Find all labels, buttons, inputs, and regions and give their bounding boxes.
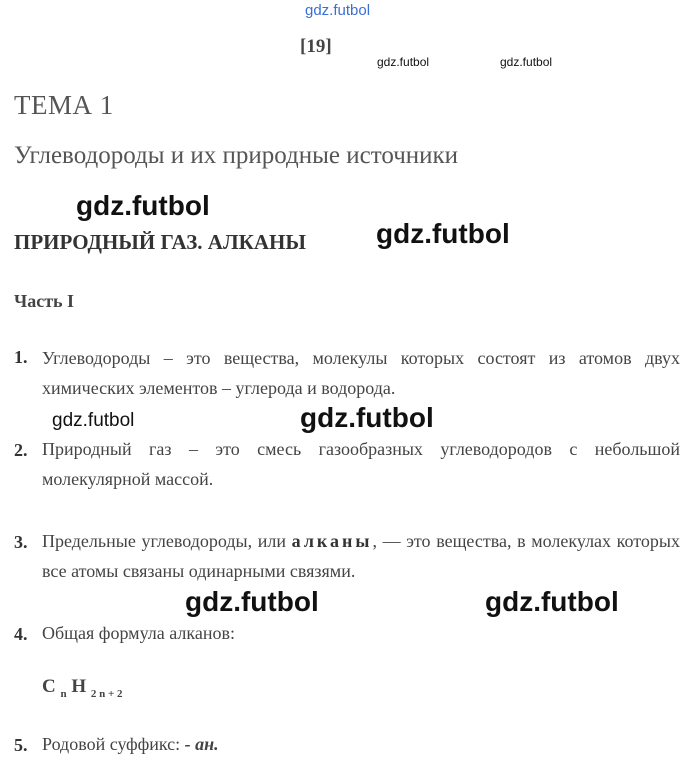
- item-text-before: Родовой суффикс:: [42, 734, 181, 754]
- formula-h-sub: 2 n + 2: [90, 687, 123, 700]
- item-number: 4.: [14, 624, 28, 644]
- theme-heading: ТЕМА 1: [14, 90, 114, 120]
- general-formula: [42, 676, 123, 700]
- item-text: Общая формула алканов:: [42, 623, 235, 643]
- formula-c: C: [42, 676, 56, 697]
- formula-h: H: [71, 676, 87, 697]
- section-title: ПРИРОДНЫЙ ГАЗ. АЛКАНЫ: [14, 230, 306, 254]
- item-text-after: , — это вещества, в молекулах которых все атомы связаны одинарными связями.: [42, 531, 680, 581]
- watermark-big: gdz.futbol: [300, 402, 434, 433]
- watermark-big: gdz.futbol: [76, 190, 210, 221]
- item-text-before: Предельные углеводороды, или: [42, 531, 287, 551]
- watermark-big: gdz.futbol: [485, 586, 619, 617]
- item-text: [42, 526, 680, 586]
- item-text: Углеводороды – это вещества, молекулы которых состоят из атомов двух химических элементов – углерода и водорода.: [42, 348, 680, 398]
- watermark-big: gdz.futbol: [185, 586, 319, 617]
- watermark-small: gdz.futbol: [52, 410, 135, 431]
- item-number: 2.: [14, 440, 28, 460]
- suffix-an: - ан.: [184, 734, 219, 754]
- watermark-big: gdz.futbol: [376, 218, 510, 249]
- item-number: 5.: [14, 735, 28, 755]
- watermark-top: gdz.futbol: [305, 2, 371, 19]
- item-text: [42, 729, 680, 759]
- watermark-small: gdz.futbol: [377, 55, 430, 69]
- watermark-small: gdz.futbol: [500, 55, 553, 69]
- term-alkanes: алканы: [291, 531, 373, 551]
- item-number: 3.: [14, 532, 28, 552]
- item-text: Природный газ – это смесь газообразных углеводородов с небольшой молекулярной массой.: [42, 439, 680, 489]
- item-number: 1.: [14, 347, 28, 367]
- theme-subtitle: Углеводороды и их природные источники: [14, 142, 459, 169]
- part-title: Часть I: [14, 291, 75, 311]
- formula-c-sub: n: [60, 687, 67, 700]
- page-number: [19]: [300, 36, 332, 57]
